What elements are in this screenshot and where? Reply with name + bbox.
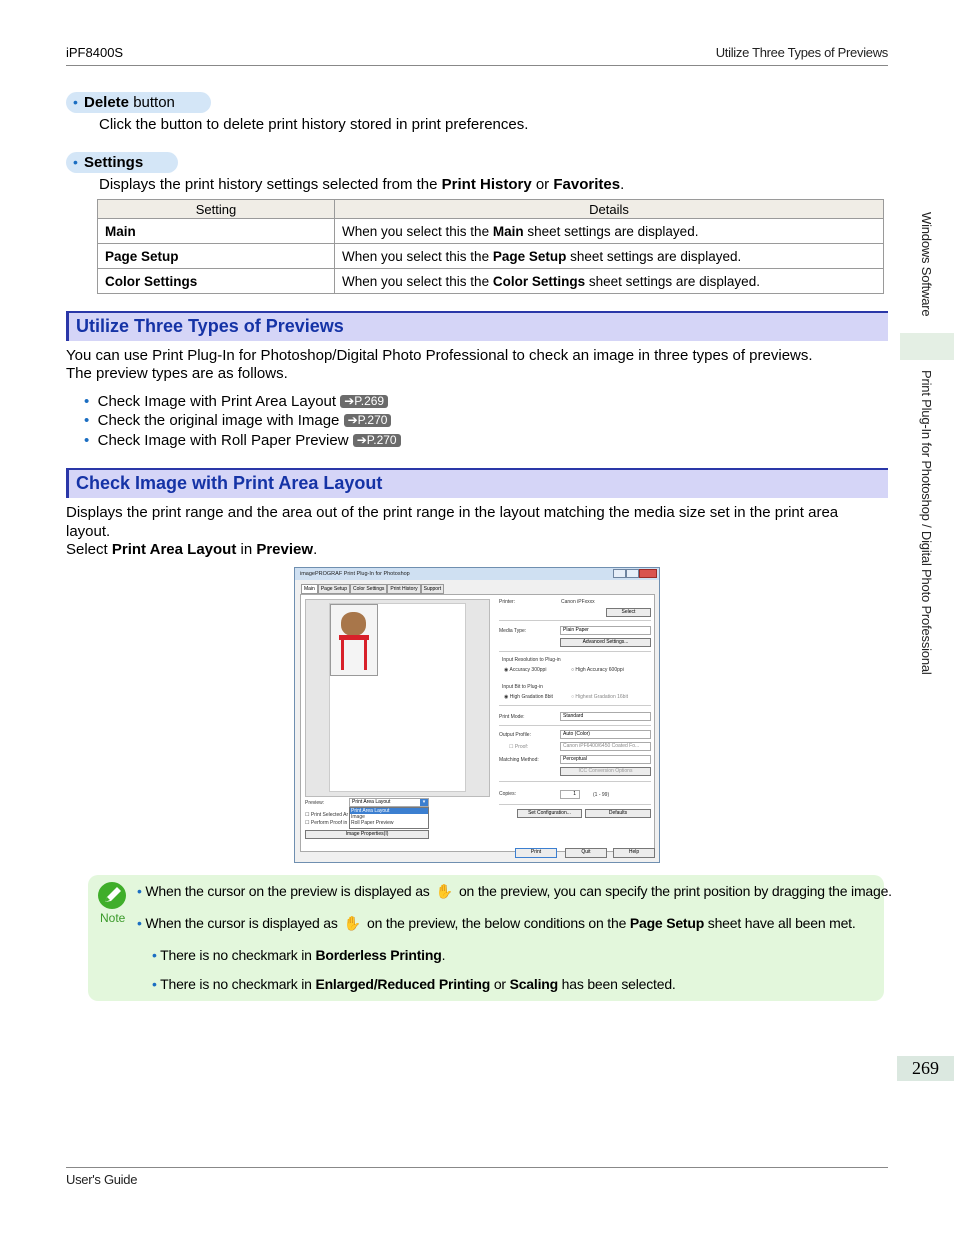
bullet-icon: • [73,154,78,170]
teddy-bear-icon [341,612,366,636]
preview-option-print-area[interactable]: Print Area Layout [350,808,428,814]
table-header-row [98,200,884,219]
bit-radio-8[interactable]: ◉ High Gradation 8bit [504,694,553,700]
copies-input[interactable]: 1 [560,790,580,799]
side-chapter: Windows Software [919,212,934,317]
tab-main[interactable]: Main [301,584,318,594]
bit-radio-16[interactable]: ○ Highest Gradation 16bit [571,694,628,700]
note-subbullet-2: • There is no checkmark in Enlarged/Reduced Printing or Scaling has been selected. [152,976,676,992]
note-pencil-icon [98,882,126,909]
media-type-label: Media Type: [499,628,527,634]
help-button[interactable]: Help [613,848,655,858]
list-item: • Check the original image with Image ➔P.270 [84,411,391,430]
icc-conversion-button[interactable]: ICC Conversion Options [560,767,651,776]
section1-paragraph2: The preview types are as follows. [66,365,288,382]
output-profile-label: Output Profile: [499,732,531,738]
page-number: 269 [897,1056,954,1081]
print-mode-select[interactable]: Standard [560,712,651,721]
table-header-setting: Setting [98,200,335,219]
print-button[interactable]: Print [515,848,557,858]
tab-support[interactable]: Support [421,584,445,594]
image-properties-button[interactable]: Image Properties(I) [305,830,429,839]
table-cell-details: When you select this the Page Setup sheet settings are displayed. [335,244,884,269]
tab-page-setup[interactable]: Page Setup [318,584,350,594]
print-mode-label: Print Mode: [499,714,525,720]
quit-button[interactable]: Quit [565,848,607,858]
delete-label: Delete [84,94,130,111]
preview-label: Preview: [305,800,325,806]
preview-dropdown-list [349,807,429,829]
resolution-radio-600[interactable]: ○ High Accuracy 600ppi [571,667,624,673]
input-resolution-label: Input Resolution to Plug-in [502,657,561,663]
proof-checkbox[interactable]: ☐ Proof: [509,744,529,750]
note-bullet-1: • When the cursor on the preview is displayed as ✋ on the preview, you can specify the print position by dragging the image. [137,883,892,899]
section-heading-print-area [66,468,888,498]
copies-label: Copies: [499,791,516,797]
settings-desc: Displays the print history settings selected from the Print History or Favorites. [99,176,625,193]
dialog-main-panel [300,594,655,852]
page-ref-link[interactable]: ➔P.269 [340,395,388,408]
settings-label: Settings [84,154,144,171]
table-row [98,244,884,269]
bullet-icon: • [84,393,90,410]
delete-desc: Click the button to delete print history stored in print preferences. [99,116,529,133]
section2-paragraph1: Displays the print range and the area out of the print range in the layout matching the media size set in the print area layout. [66,504,839,540]
table-cell-setting: Page Setup [98,244,335,269]
table-row [98,219,884,244]
input-bit-label: Input Bit to Plug-in [502,684,543,690]
list-item: • Check Image with Roll Paper Preview ➔P.270 [84,431,401,450]
side-subchapter: Print Plug-In for Photoshop / Digital Photo Professional [919,370,934,675]
note-bullet-2: • When the cursor is displayed as ✋ on the preview, the below conditions on the Page Setup sheet have all been met. [137,915,856,931]
note-subbullet-1: • There is no checkmark in Borderless Printing. [152,947,446,963]
bullet-icon: • [84,412,90,429]
hand-cursor-icon: ✋ [343,915,361,931]
close-icon[interactable] [639,569,657,578]
media-type-select[interactable]: Plain Paper [560,626,651,635]
table-cell-setting: Color Settings [98,269,335,294]
settings-item-pill [66,152,178,173]
footer-guide: User's Guide [66,1172,138,1187]
matching-method-label: Matching Method: [499,757,539,763]
section2-paragraph2: Select Print Area Layout in Preview. [66,541,318,558]
set-configuration-button[interactable]: Set Configuration... [517,809,582,818]
footer-rule [66,1167,888,1168]
page-ref-link[interactable]: ➔P.270 [353,434,401,447]
section-heading-previews [66,311,888,341]
table-cell-setting: Main [98,219,335,244]
dialog-tabs [301,584,444,594]
section1-paragraph1: You can use Print Plug-In for Photoshop/Digital Photo Professional to check an image in three types of previews. [66,347,813,364]
matching-method-select[interactable]: Perceptual [560,755,651,764]
preview-option-roll-paper[interactable]: Roll Paper Preview [351,820,394,826]
bullet-icon: • [84,432,90,449]
plugin-dialog-screenshot [294,567,660,863]
proof-select[interactable]: Canon iPF6400/6450 Coated Fo... [560,742,651,751]
image-thumbnail[interactable] [330,604,378,676]
table-header-details: Details [335,200,884,219]
delete-item-pill [66,92,211,113]
delete-label-rest: button [129,94,175,111]
table-cell-details: When you select this the Color Settings sheet settings are displayed. [335,269,884,294]
section-title: Check Image with Print Area Layout [76,473,383,493]
table-cell-details: When you select this the Main sheet settings are displayed. [335,219,884,244]
print-selected-checkbox[interactable]: ☐ Print Selected Ar [305,812,349,818]
side-tab-marker [900,333,954,360]
advanced-settings-button[interactable]: Advanced Settings... [560,638,651,647]
header-section-title: Utilize Three Types of Previews [715,45,888,60]
preview-select[interactable]: Print Area Layout ▾ [349,798,429,807]
settings-table [97,199,884,294]
defaults-button[interactable]: Defaults [585,809,651,818]
header-product: iPF8400S [66,45,124,60]
bullet-icon: • [73,94,78,110]
printer-value: Canon iPFxxxx [561,599,595,605]
note-label: Note [100,911,126,925]
tab-print-history[interactable]: Print History [387,584,420,594]
section-title: Utilize Three Types of Previews [76,316,344,336]
table-row [98,269,884,294]
preview-option-image[interactable]: Image [351,814,365,820]
printer-label: Printer: [499,599,516,605]
preview-area[interactable] [305,599,490,797]
copies-range: (1 - 99) [593,792,610,798]
page-ref-link[interactable]: ➔P.270 [344,414,392,427]
header-rule [66,65,888,66]
select-printer-button[interactable]: Select [606,608,651,617]
minimize-icon[interactable] [613,569,626,578]
dialog-titlebar [295,568,659,580]
hand-cursor-icon: ✋ [435,883,453,899]
resolution-radio-300[interactable]: ◉ Accuracy 300ppi [504,667,547,673]
output-profile-select[interactable]: Auto (Color) [560,730,651,739]
perform-proof-checkbox[interactable]: ☐ Perform Proof in [305,820,348,826]
maximize-icon[interactable] [626,569,639,578]
tab-color-settings[interactable]: Color Settings [350,584,387,594]
chevron-down-icon: ▾ [420,799,428,806]
dialog-title: imagePROGRAF Print Plug-In for Photoshop [300,571,410,577]
list-item: • Check Image with Print Area Layout ➔P.269 [84,392,388,411]
